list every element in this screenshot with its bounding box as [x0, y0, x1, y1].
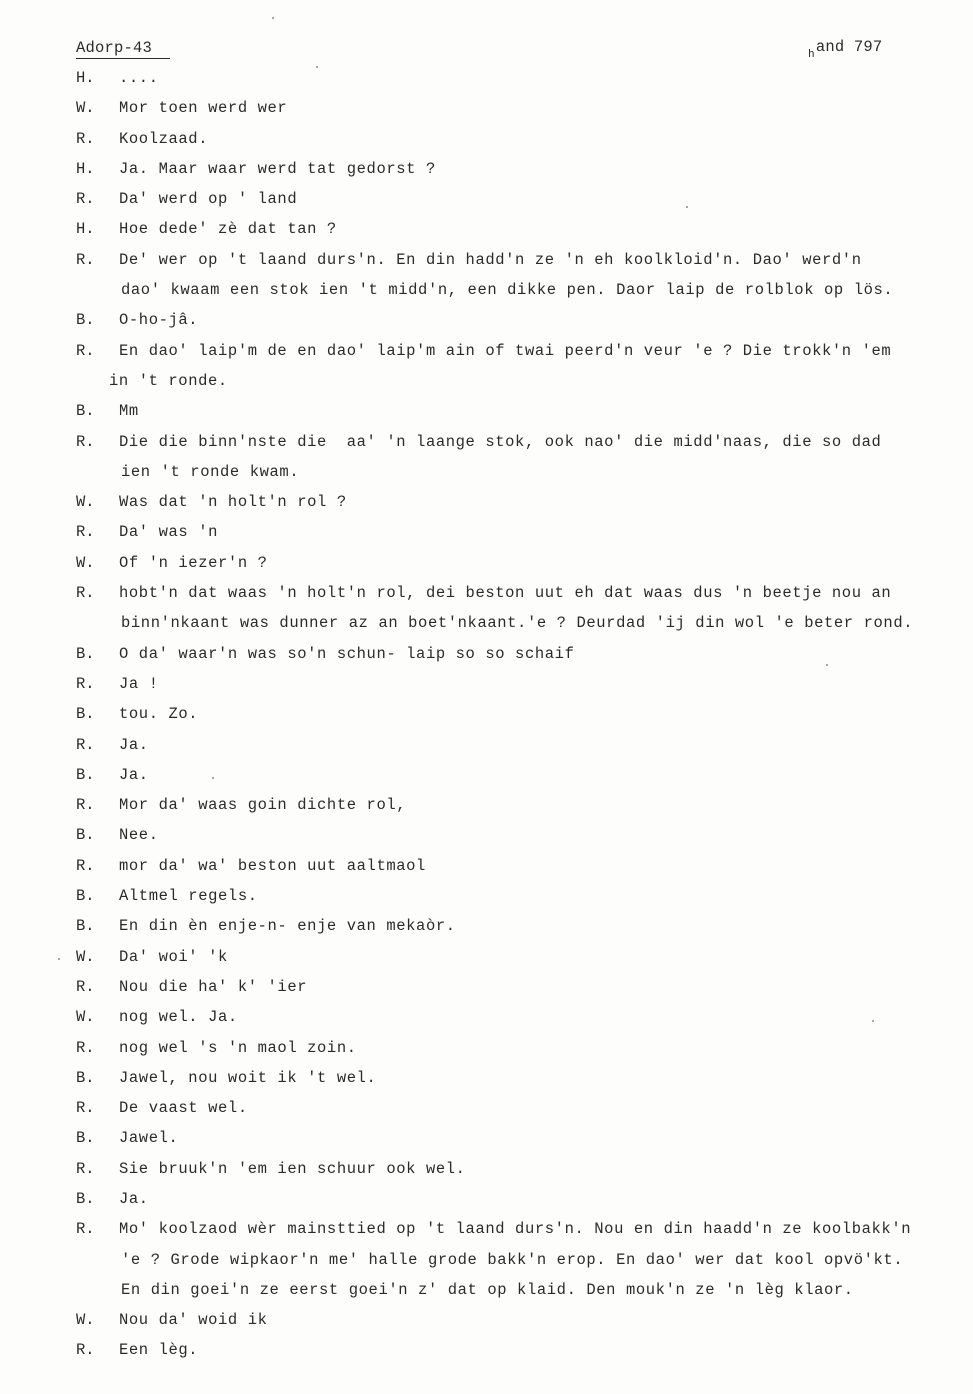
utterance-text: Ja.	[119, 735, 149, 754]
transcript-line	[0, 342, 973, 372]
transcript-line	[0, 523, 973, 553]
transcript-line	[0, 554, 973, 584]
transcript-line	[0, 1190, 973, 1220]
speaker-label: R.	[76, 341, 95, 360]
transcript-line	[0, 402, 973, 432]
speaker-label: W.	[76, 1008, 95, 1027]
utterance-text: Mor toen werd wer	[119, 99, 288, 118]
transcript-line	[0, 463, 973, 493]
utterance-text: Hoe dede' zè dat tan ?	[119, 220, 337, 239]
utterance-text: 'e ? Grode wipkaor'n me' halle grode bakk'n erop. En dao' wer dat kool opvö'kt.	[121, 1250, 904, 1269]
utterance-text: En dao' laip'm de en dao' laip'm ain of twai peerd'n veur 'e ? Die trokk'n 'em	[119, 341, 892, 360]
transcript-line	[0, 493, 973, 523]
speaker-label: B.	[76, 644, 95, 663]
speaker-label: W.	[76, 99, 95, 118]
speaker-label: B.	[76, 1129, 95, 1148]
speaker-label: B.	[76, 826, 95, 845]
transcript-line	[0, 887, 973, 917]
utterance-text: De' wer op 't laand durs'n. En din hadd'n ze 'n eh koolkloid'n. Dao' werd'n	[119, 250, 862, 269]
speaker-label: B.	[76, 1189, 95, 1208]
utterance-text: Da' woi' 'k	[119, 947, 228, 966]
utterance-text: Was dat 'n holt'n rol ?	[119, 493, 347, 512]
transcript-line	[0, 1039, 973, 1069]
transcript-line	[0, 584, 973, 614]
speaker-label: R.	[76, 977, 95, 996]
transcript-line	[0, 251, 973, 281]
transcript-line	[0, 1341, 973, 1371]
transcript-line	[0, 614, 973, 644]
page-number-prefix: h	[808, 49, 815, 61]
utterance-text: ien 't ronde kwam.	[121, 462, 300, 481]
utterance-text: Die die binn'nste die aa' 'n laange stok, ook nao' die midd'naas, die so dad	[119, 432, 882, 451]
speaker-label: R.	[76, 129, 95, 148]
speaker-label: R.	[76, 796, 95, 815]
transcript-line	[0, 281, 973, 311]
transcript-line	[0, 220, 973, 250]
transcript-line	[0, 1129, 973, 1159]
transcript-line	[0, 766, 973, 796]
speaker-label: R.	[76, 1341, 95, 1360]
utterance-text: mor da' wa' beston uut aaltmaol	[119, 856, 426, 875]
speaker-label: R.	[76, 432, 95, 451]
speaker-label: H.	[76, 220, 95, 239]
utterance-text: dao' kwaam een stok ien 't midd'n, een dikke pen. Daor laip de rolblok op lös.	[121, 281, 894, 300]
speaker-label: B.	[76, 765, 95, 784]
transcript-line	[0, 705, 973, 735]
utterance-text: Jawel.	[119, 1129, 179, 1148]
utterance-text: Ja.	[119, 1189, 149, 1208]
transcript-line	[0, 160, 973, 190]
utterance-text: tou. Zo.	[119, 705, 199, 724]
transcript-line	[0, 645, 973, 675]
speaker-label: R.	[76, 190, 95, 209]
utterance-text: nog wel. Ja.	[119, 1008, 238, 1027]
transcript-line	[0, 99, 973, 129]
utterance-text: Ja. Maar waar werd tat gedorst ?	[119, 159, 436, 178]
speaker-label: B.	[76, 887, 95, 906]
transcript-line	[0, 1069, 973, 1099]
utterance-text: O da' waar'n was so'n schun- laip so so schaif	[119, 644, 575, 663]
page-number	[808, 38, 883, 61]
utterance-text: O-ho-jâ.	[119, 311, 199, 330]
document-id: Adorp-43	[76, 39, 170, 59]
transcript-line	[0, 372, 973, 402]
transcript-line	[0, 857, 973, 887]
speaker-label: R.	[76, 584, 95, 603]
transcript-line	[0, 948, 973, 978]
transcript-line	[0, 1220, 973, 1250]
transcript-line	[0, 736, 973, 766]
utterance-text: Ja.	[119, 765, 149, 784]
utterance-text: hobt'n dat waas 'n holt'n rol, dei beston uut eh dat waas dus 'n beetje nou an	[119, 584, 892, 603]
utterance-text: Koolzaad.	[119, 129, 209, 148]
transcript-line	[0, 796, 973, 826]
transcript-line	[0, 978, 973, 1008]
speaker-label: B.	[76, 311, 95, 330]
utterance-text: Da' was 'n	[119, 523, 219, 542]
transcript-line	[0, 917, 973, 947]
utterance-text: Nee.	[119, 826, 159, 845]
transcript-line	[0, 190, 973, 220]
utterance-text: De vaast wel.	[119, 1099, 248, 1118]
utterance-text: Ja !	[119, 674, 159, 693]
speaker-label: B.	[76, 1068, 95, 1087]
utterance-text: En din goei'n ze eerst goei'n z' dat op klaid. Den mouk'n ze 'n lèg klaor.	[121, 1280, 854, 1299]
speaker-label: W.	[76, 493, 95, 512]
utterance-text: Da' werd op ' land	[119, 190, 298, 209]
speaker-label: W.	[76, 1311, 95, 1330]
utterance-text: Nou da' woid ik	[119, 1311, 268, 1330]
speaker-label: R.	[76, 1220, 95, 1239]
speaker-label: W.	[76, 947, 95, 966]
transcript-line	[0, 69, 973, 99]
utterance-text: Altmel regels.	[119, 887, 258, 906]
speaker-label: W.	[76, 553, 95, 572]
speaker-label: R.	[76, 856, 95, 875]
speaker-label: R.	[76, 250, 95, 269]
speaker-label: H.	[76, 69, 95, 87]
utterance-text: Sie bruuk'n 'em ien schuur ook wel.	[119, 1159, 466, 1178]
transcript-line	[0, 433, 973, 463]
transcript-line	[0, 1099, 973, 1129]
utterance-text: Mor da' waas goin dichte rol,	[119, 796, 407, 815]
transcript-line	[0, 1311, 973, 1341]
utterance-text: Jawel, nou woit ik 't wel.	[119, 1068, 377, 1087]
utterance-text: Nou die ha' k' 'ier	[119, 977, 308, 996]
transcript-line	[0, 1160, 973, 1190]
utterance-text: Een lèg.	[119, 1341, 199, 1360]
utterance-text: ....	[119, 69, 159, 87]
speaker-label: R.	[76, 735, 95, 754]
transcript-line	[0, 1008, 973, 1038]
utterance-text: En din èn enje-n- enje van mekaòr.	[119, 917, 456, 936]
speaker-label: R.	[76, 523, 95, 542]
transcript-line	[0, 826, 973, 856]
transcript-line	[0, 311, 973, 341]
transcript-line	[0, 675, 973, 705]
utterance-text: in 't ronde.	[109, 371, 228, 390]
speaker-label: R.	[76, 1038, 95, 1057]
speaker-label: R.	[76, 674, 95, 693]
speaker-label: B.	[76, 705, 95, 724]
speaker-label: H.	[76, 159, 95, 178]
utterance-text: nog wel 's 'n maol zoin.	[119, 1038, 357, 1057]
speaker-label: R.	[76, 1099, 95, 1118]
transcript-line	[0, 130, 973, 160]
speaker-label: B.	[76, 402, 95, 421]
speaker-label: R.	[76, 1159, 95, 1178]
utterance-text: Mo' koolzaod wèr mainsttied op 't laand durs'n. Nou en din haadd'n ze koolbakk'n	[119, 1220, 912, 1239]
utterance-text: Of 'n iezer'n ?	[119, 553, 268, 572]
transcript-line	[0, 1281, 973, 1311]
speaker-label: B.	[76, 917, 95, 936]
transcript-lines	[0, 69, 973, 1372]
utterance-text: binn'nkaant was dunner az an boet'nkaant.'e ? Deurdad 'ij din wol 'e beter rond.	[121, 614, 914, 633]
transcript-line	[0, 1251, 973, 1281]
page-number-text: and 797	[815, 38, 883, 56]
utterance-text: Mm	[119, 402, 139, 421]
